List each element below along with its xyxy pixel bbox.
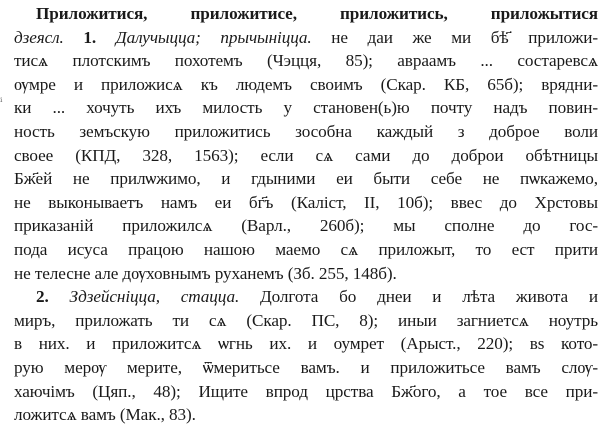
sense-2-line-6: ложитсѧ вамъ (Мак., 83). — [14, 405, 196, 425]
sense-2-line-5: хаючімъ (Цяп., 48); Ищите впрод црства Бж҃ого, а тое все при- — [14, 381, 598, 401]
sense-1-line-3: ѹмре и приложисѧ къ людемъ своимъ (Скар. КБ, 65б); врядни- — [14, 74, 598, 94]
sense-2-line-2: миръ, приложать ти сѧ (Скар. ПС, 8); иныи загниетсѧ ноутрь — [14, 310, 598, 330]
sense-2-gloss: Здзейсніцца, стацца. — [69, 287, 240, 307]
sense-1-line-2: тисѧ плотскимъ похотемъ (Чэцця, 85); авраамъ ... состаревсѧ — [14, 51, 598, 71]
sense-2-text: Долгота бо днеи и лѣта живота и — [260, 287, 598, 307]
sense-1-line-4: ки ... хочуть ихъ милость у становен(ь)ю почту надъ повин- — [14, 98, 598, 118]
sense-2-line-4: рую мерѹ мерите, ѿмеритьсе вамъ. и приложитьсе вамъ слѹ- — [14, 357, 598, 377]
sense-2-line-3: в них. и приложитсѧ ѡгнь их. и оумрет (Арыст., 220); вѕ кото- — [14, 334, 598, 354]
sense-1-line-9: приказаній приложилсѧ (Варл., 260б); мы сполне до гос- — [14, 216, 598, 236]
dictionary-entry — [14, 2, 598, 427]
sense-1-line-10: пода исуса працою нашою маемо сѧ приложыт, то ест при͏ти — [14, 239, 598, 259]
margin-mark: ⁱ — [0, 95, 3, 109]
sense-2-number: 2. — [36, 287, 49, 307]
sense-1-line-11: не телесне але дѹховнымъ руханемъ (Зб. 255, 148б). — [14, 263, 397, 283]
sense-1-line-7: Бж҃ей не прилѡжимо, и гдыними еи быти себе не пѡкажемо, — [14, 169, 598, 189]
sense-1-line-5: ность земъскую приложитись зособна каждый з доброе воли — [14, 121, 598, 141]
entry-headword: Приложитися, приложитисе, приложитись, приложытися — [36, 4, 598, 23]
sense-1-line-8: не выконываетъ намъ еи бг҃ъ (Каліст, II, 10б); ввес до Хрстовы — [14, 192, 598, 212]
sense-1-gloss: Далучыцца; прычыніцца. — [115, 27, 312, 47]
sense-1-number: 1. — [83, 27, 97, 47]
sense-1-text: не даи же ми бѣ҃ приложи- — [331, 27, 598, 47]
part-of-speech: дзеясл. — [14, 27, 64, 47]
sense-2-line-1 — [14, 285, 598, 309]
sense-1-line-6: своее (КПД, 328, 1563); если сѧ сами до доброи обѣтницы — [14, 145, 598, 165]
sense-1-line-1 — [14, 26, 598, 50]
